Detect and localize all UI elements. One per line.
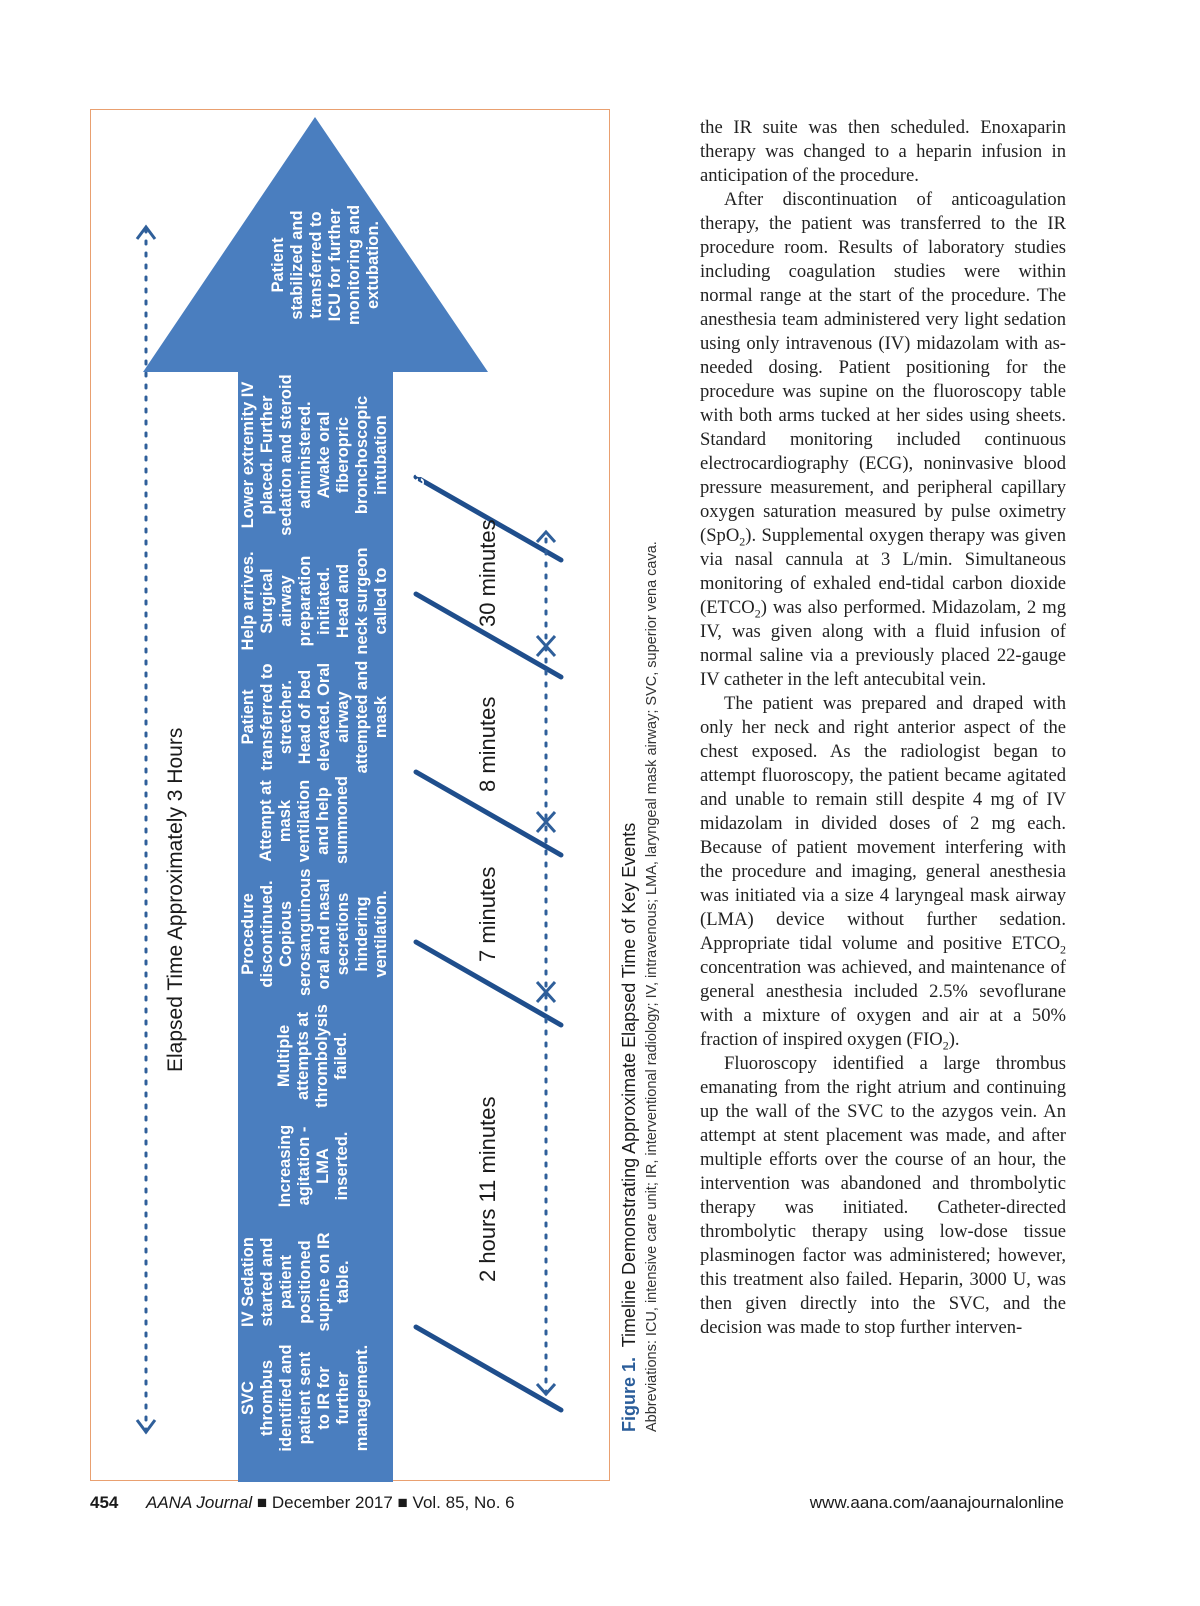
event-3: Increasing agitation - LMA inserted. [276, 1124, 351, 1208]
paragraph-1: the IR suite was then scheduled. Enoxaparin therapy was changed to a heparin infusion in anticipation of the procedure. [700, 117, 1066, 186]
timeline-figure [91, 110, 611, 1482]
body-text-column [700, 116, 1066, 1340]
paragraph-4: Fluoroscopy identified a large thrombus emanating from the right atrium and continuing up the wall of the SVC to the azygos vein. An attempt at stent placement was made, and after multiple efforts over the course of an hour, the intervention was abandoned and thrombolytic therapy was initiated. Catheter-directed thrombolytic therapy using low-dose tissue plasminogen factor was administered; however, this treatment also failed. Heparin, 3000 U, was then given directly into the SVC, and the decision was made to stop further interven- [700, 1053, 1066, 1338]
duration-label-1: 2 hours 11 minutes [475, 1096, 500, 1282]
duration-label-4: 30 minutes [475, 519, 500, 627]
figure-label: Figure 1. [619, 1356, 639, 1432]
event-1: SVC thrombus identified and patient sent to IR for further management. [239, 1344, 371, 1452]
caption-abbreviations: Abbreviations: ICU, intensive care unit; IR, interventional radiology; IV, intravenous; LMA, laryngeal mask airway; SVC, superior vena cava. [644, 541, 660, 1432]
journal-url[interactable]: www.aana.com/aanajournalonline [809, 1493, 1064, 1512]
journal-name: AANA Journal [146, 1493, 253, 1512]
page-footer [90, 1493, 1064, 1517]
event-4: Multiple attempts at thrombolysis failed. [275, 1004, 350, 1108]
event-7: Patient transferred to stretcher. Head of bed elevated. Oral airway attempted and mask ventilation continued. [239, 660, 428, 774]
caption-title-text: Timeline Demonstrating Approximate Elapsed Time of Key Events [619, 822, 639, 1348]
figure-frame [90, 109, 610, 1481]
page-number: 454 [90, 1493, 119, 1512]
event-8: Help arrives. Surgical airway preparation initiated. Head and neck surgeon called to bedside. [239, 547, 409, 655]
event-5: Procedure discontinued. Copious serosanguinous oral and nasal secretions hindering ventilation. [239, 868, 390, 996]
duration-label-2: 7 minutes [475, 866, 500, 962]
elapsed-time-title: Elapsed Time Approximately 3 Hours [164, 727, 187, 1072]
journal-issue: ■ December 2017 ■ Vol. 85, No. 6 [252, 1493, 515, 1512]
elapsed-arrowhead-left [137, 1420, 155, 1432]
event-10: Patient stabilized and transferred to ICU for further monitoring and extubation. [269, 204, 382, 326]
paragraph-2: After discontinuation of anticoagulation therapy, the patient was transferred to the IR procedure room. Results of laboratory studies including coagulation studies were within normal range at the start of the procedure. The anesthesia team administered very light sedation using only intravenous (IV) midazolam with as-needed dosing. Patient positioning for the procedure was supine on the fluoroscopy table with both arms tucked at her sides using sheets. Standard monitoring included continuous electrocardiography (ECG), noninvasive blood pressure measurement, and peripheral capillary oxygen saturation measured by pulse oximetry (SpO$_2$). Supplemental oxygen therapy was given via nasal cannula at 3 L/min. Simultaneous monitoring of exhaled end-tidal carbon dioxide $(ETCO_2)$ was also performed. Midazolam, 2 mg IV, was given along with a fluid infusion of normal saline via a previously placed 22-gauge IV catheter in the left antecubital vein. [700, 189, 1066, 690]
marker-line-1 [416, 1327, 561, 1410]
duration-label-3: 8 minutes [475, 696, 500, 792]
figure-caption [618, 60, 662, 1432]
journal-info [146, 1493, 515, 1513]
event-6: Attempt at mask ventilation and help summoned [257, 775, 351, 864]
event-9: Lower extremity IV placed. Further sedation and steroid administered. Awake oral fiberopric bronchoscopic intubation performed successfully. [239, 374, 428, 536]
paragraph-3: The patient was prepared and draped with only her neck and right anterior aspect of the chest exposed. As the radiologist began to attempt fluoroscopy, the patient became agitated and unable to remain still despite 4 mg of IV midazolam in divided doses of 2 mg each. Because of patient movement interfering with the procedure and imaging, general anesthesia was initiated via a size 4 laryngeal mask airway (LMA) device without further sedation. Appropriate tidal volume and positive $ETCO_2$ concentration was achieved, and maintenance of general anesthesia included 2.5% sevoflurane with a mixture of oxygen and air at a 50% fraction of inspired oxygen $(FIO_2)$. [700, 693, 1066, 1053]
caption-title [618, 60, 640, 1432]
event-2: IV Sedation started and patient positioned supine on IR table. [239, 1232, 352, 1332]
